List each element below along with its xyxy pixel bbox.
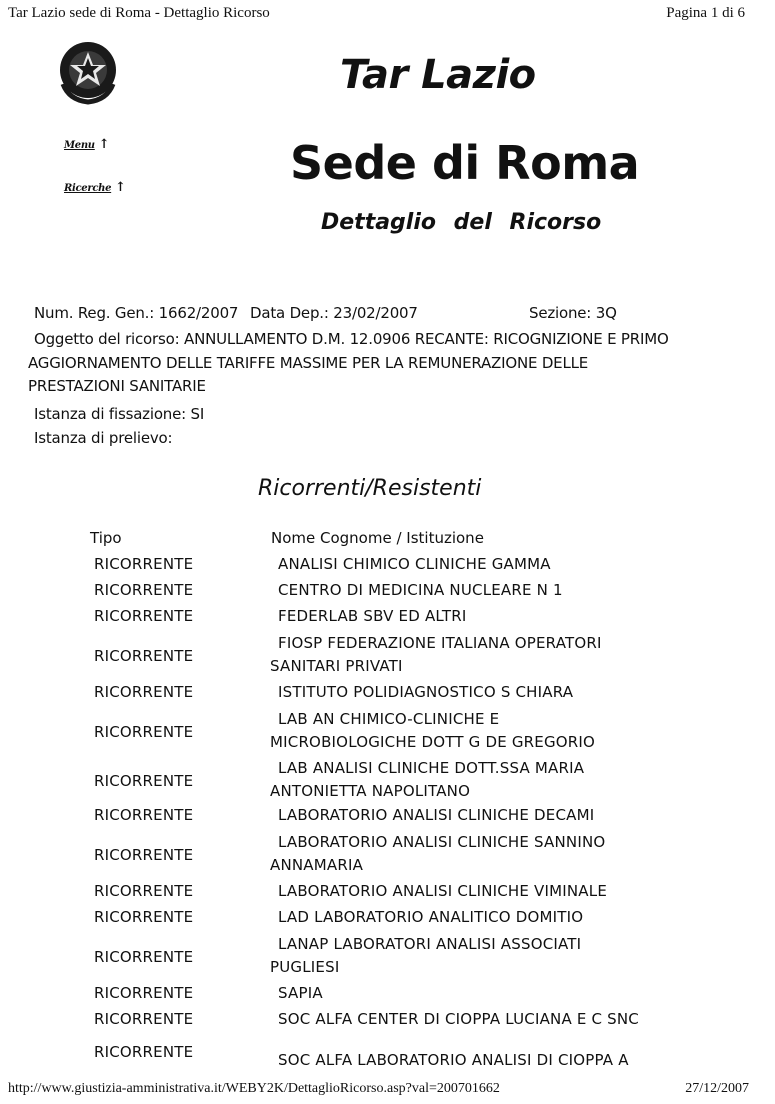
party-name: PUGLIESI: [270, 958, 340, 976]
party-tipo: RICORRENTE: [94, 772, 194, 790]
print-date: 27/12/2007: [685, 1081, 749, 1096]
oggetto-line-1: Oggetto del ricorso: ANNULLAMENTO D.M. 12.0906 RECANTE: RICOGNIZIONE E PRIMO: [34, 330, 669, 348]
oggetto-line-2: AGGIORNAMENTO DELLE TARIFFE MASSIME PER LA REMUNERAZIONE DELLE: [28, 354, 589, 372]
party-tipo: RICORRENTE: [94, 683, 194, 701]
party-name: LABORATORIO ANALISI CLINICHE SANNINO: [278, 833, 606, 851]
party-tipo: RICORRENTE: [94, 581, 194, 599]
column-header-tipo: Tipo: [90, 529, 122, 547]
up-arrow-icon: ↑: [98, 137, 110, 152]
party-tipo: RICORRENTE: [94, 984, 194, 1002]
istanza-fissazione: Istanza di fissazione: SI: [34, 405, 205, 423]
data-deposito: Data Dep.: 23/02/2007: [250, 304, 418, 322]
ricerche-link[interactable]: [64, 180, 126, 195]
party-tipo: RICORRENTE: [94, 607, 194, 625]
num-reg-gen: Num. Reg. Gen.: 1662/2007: [34, 304, 239, 322]
party-tipo: RICORRENTE: [94, 908, 194, 926]
party-name: LAB AN CHIMICO-CLINICHE E: [278, 710, 500, 728]
parties-title: Ricorrenti/Resistenti: [258, 476, 482, 501]
page-title: Tar Lazio: [340, 52, 536, 98]
party-name: LAD LABORATORIO ANALITICO DOMITIO: [278, 908, 584, 926]
menu-link[interactable]: [64, 137, 109, 152]
browser-page-title: Tar Lazio sede di Roma - Dettaglio Ricorso: [8, 5, 270, 21]
party-name: SANITARI PRIVATI: [270, 657, 403, 675]
party-tipo: RICORRENTE: [94, 723, 194, 741]
party-name: LABORATORIO ANALISI CLINICHE VIMINALE: [278, 882, 607, 900]
party-name: LABORATORIO ANALISI CLINICHE DECAMI: [278, 806, 595, 824]
party-name: LAB ANALISI CLINICHE DOTT.SSA MARIA: [278, 759, 585, 777]
menu-link-label: Menu: [64, 140, 95, 151]
party-tipo: RICORRENTE: [94, 806, 194, 824]
party-name: ANNAMARIA: [270, 856, 364, 874]
party-tipo: RICORRENTE: [94, 647, 194, 665]
party-tipo: RICORRENTE: [94, 846, 194, 864]
istanza-prelievo: Istanza di prelievo:: [34, 429, 173, 447]
page-url: http://www.giustizia-amministrativa.it/WEBY2K/DettaglioRicorso.asp?val=200701662: [8, 1081, 500, 1096]
party-name: ANALISI CHIMICO CLINICHE GAMMA: [278, 555, 551, 573]
party-name: FIOSP FEDERAZIONE ITALIANA OPERATORI: [278, 634, 602, 652]
party-name: SAPIA: [278, 984, 323, 1002]
page-subtitle: Sede di Roma: [290, 136, 640, 190]
party-tipo: RICORRENTE: [94, 1010, 194, 1028]
party-tipo: RICORRENTE: [94, 1043, 194, 1061]
party-name: LANAP LABORATORI ANALISI ASSOCIATI: [278, 935, 582, 953]
party-name: ISTITUTO POLIDIAGNOSTICO S CHIARA: [278, 683, 574, 701]
oggetto-line-3: PRESTAZIONI SANITARIE: [28, 377, 206, 395]
party-tipo: RICORRENTE: [94, 555, 194, 573]
party-name: SOC ALFA CENTER DI CIOPPA LUCIANA E C SNC: [278, 1010, 639, 1028]
party-name: SOC ALFA LABORATORIO ANALISI DI CIOPPA A: [278, 1051, 629, 1069]
page-number: Pagina 1 di 6: [666, 5, 745, 21]
party-name: MICROBIOLOGICHE DOTT G DE GREGORIO: [270, 733, 596, 751]
party-tipo: RICORRENTE: [94, 882, 194, 900]
party-name: ANTONIETTA NAPOLITANO: [270, 782, 471, 800]
party-name: FEDERLAB SBV ED ALTRI: [278, 607, 467, 625]
up-arrow-icon: ↑: [115, 180, 126, 195]
ricerche-link-label: Ricerche: [64, 183, 112, 194]
section-heading: Dettaglio del Ricorso: [321, 210, 602, 235]
republic-emblem-icon: [55, 38, 121, 106]
party-tipo: RICORRENTE: [94, 948, 194, 966]
sezione: Sezione: 3Q: [529, 304, 617, 322]
column-header-nome: Nome Cognome / Istituzione: [271, 529, 484, 547]
party-name: CENTRO DI MEDICINA NUCLEARE N 1: [278, 581, 563, 599]
